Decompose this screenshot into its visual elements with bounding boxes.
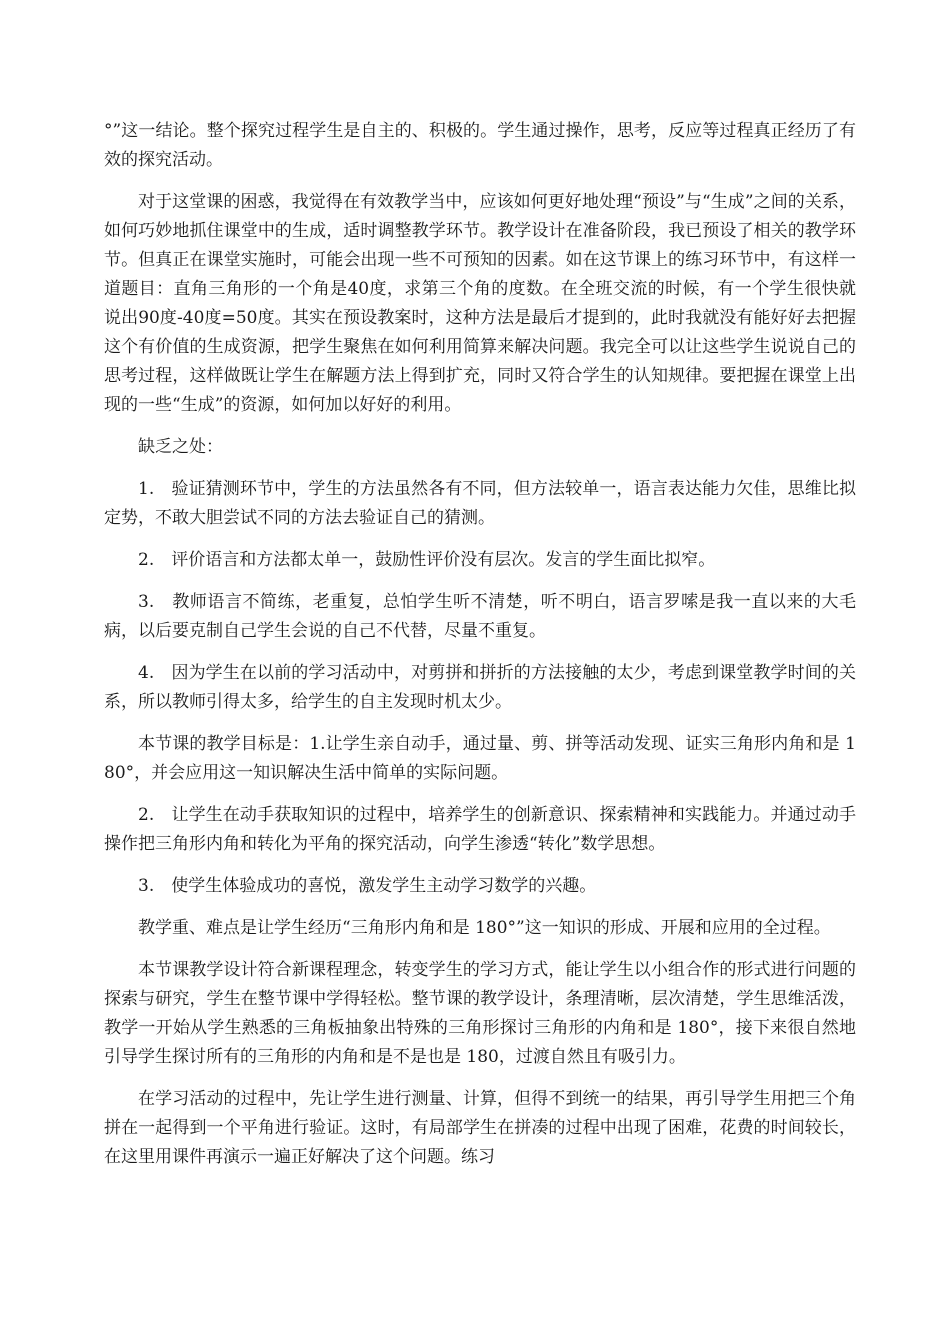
list-item-shortcoming-4: 4. 因为学生在以前的学习活动中，对剪拼和拼折的方法接触的太少，考虑到课堂教学时间的关系，所以教师引得太多，给学生的自主发现时机太少。 (104, 663, 856, 712)
document-body (104, 117, 856, 1185)
paragraph-conclusion: °”这一结论。整个探究过程学生是自主的、积极的。学生通过操作，思考，反应等过程真正经历了有效的探究活动。 (104, 121, 856, 170)
paragraph-design-evaluation: 本节课教学设计符合新课程理念，转变学生的学习方式，能让学生以小组合作的形式进行问题的探索与研究，学生在整节课中学得轻松。整节课的教学设计，条理清晰，层次清楚，学生思维活泼，教学一开始从学生熟悉的三角板抽象出特殊的三角形探讨三角形的内角和是 180°，接下来很自然地引导学生探讨所有的三角形的内角和是不是也是 180，过渡自然且有吸引力。 (104, 960, 856, 1067)
list-item-goal-3: 3. 使学生体验成功的喜悦，激发学生主动学习数学的兴趣。 (138, 876, 597, 896)
list-item-shortcoming-3: 3. 教师语言不简练，老重复，总怕学生听不清楚，听不明白，语言罗嗦是我一直以来的大毛病，以后要克制自己学生会说的自己不代替，尽量不重复。 (104, 592, 856, 641)
list-item-shortcoming-1: 1. 验证猜测环节中，学生的方法虽然各有不同，但方法较单一，语言表达能力欠佳，思维比拟定势，不敢大胆尝试不同的方法去验证自己的猜测。 (104, 479, 856, 528)
paragraph-learning-process: 在学习活动的过程中，先让学生进行测量、计算，但得不到统一的结果，再引导学生用把三个角拼在一起得到一个平角进行验证。这时，有局部学生在拼凑的过程中出现了困难，花费的时间较长，在这里用课件再演示一遍正好解决了这个问题。练习 (104, 1089, 856, 1167)
list-item-goal-2: 2. 让学生在动手获取知识的过程中，培养学生的创新意识、探索精神和实践能力。并通过动手操作把三角形内角和转化为平角的探究活动，向学生渗透“转化”数学思想。 (104, 805, 856, 854)
paragraph-key-points: 教学重、难点是让学生经历“三角形内角和是 180°”这一知识的形成、开展和应用的全过程。 (138, 918, 831, 938)
paragraph-teaching-goals: 本节课的教学目标是：1.让学生亲自动手，通过量、剪、拼等活动发现、证实三角形内角和是 180°，并会应用这一知识解决生活中简单的实际问题。 (104, 734, 856, 783)
paragraph-shortcomings-heading: 缺乏之处： (138, 437, 223, 457)
list-item-shortcoming-2: 2. 评价语言和方法都太单一，鼓励性评价没有层次。发言的学生面比拟窄。 (138, 550, 716, 570)
paragraph-confusion: 对于这堂课的困惑，我觉得在有效教学当中，应该如何更好地处理“预设”与“生成”之间的关系，如何巧妙地抓住课堂中的生成，适时调整教学环节。教学设计在准备阶段，我已预设了相关的教学环节。但真正在课堂实施时，可能会出现一些不可预知的因素。如在这节课上的练习环节中，有这样一道题目：直角三角形的一个角是40度，求第三个角的度数。在全班交流的时候，有一个学生很快就说出90度-40度=50度。其实在预设教案时，这种方法是最后才提到的，此时我就没有能好好去把握这个有价值的生成资源，把学生聚焦在如何利用简算来解决问题。我完全可以让这些学生说说自己的思考过程，这样做既让学生在解题方法上得到扩充，同时又符合学生的认知规律。要把握在课堂上出现的一些“生成”的资源，如何加以好好的利用。 (104, 192, 856, 415)
